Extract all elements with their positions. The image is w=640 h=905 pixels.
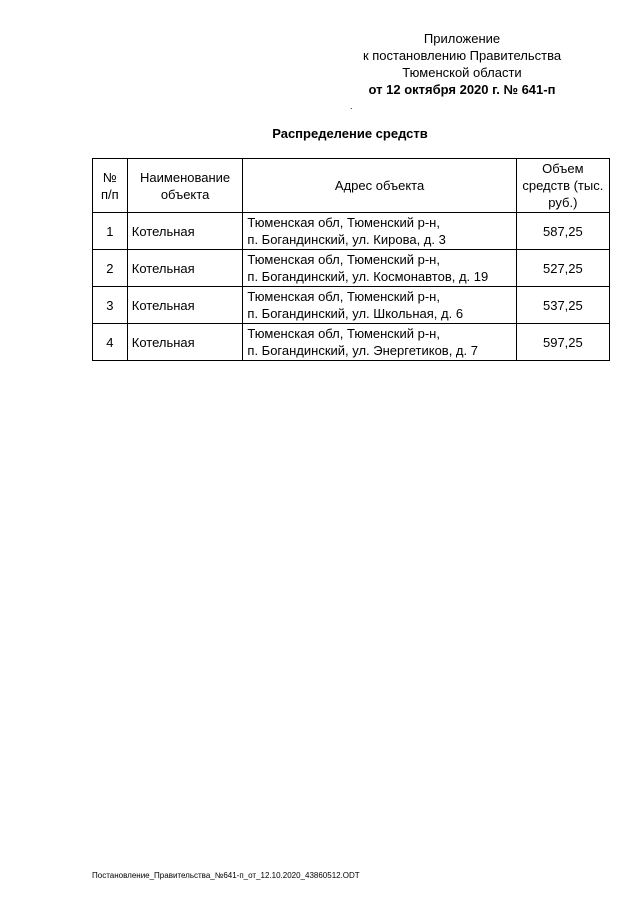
table-row [93,287,610,324]
row-name: Котельная [127,213,243,250]
header-amount: Объем средств (тыс. руб.) [516,159,609,213]
table-row [93,324,610,361]
distribution-table [92,158,610,361]
row-name: Котельная [127,250,243,287]
row-address [243,324,516,361]
stray-dot: . [350,101,353,111]
header-num: № п/п [93,159,128,213]
row-amount: 527,25 [516,250,609,287]
table-row [93,250,610,287]
row-amount: 597,25 [516,324,609,361]
row-name: Котельная [127,287,243,324]
row-amount: 587,25 [516,213,609,250]
appendix-date-number: от 12 октября 2020 г. № 641-п [368,82,556,97]
row-address-line1: Тюменская обл, Тюменский р-н, [247,252,440,267]
table-row [93,213,610,250]
appendix-label: Приложение [423,31,501,46]
row-num: 4 [93,324,128,361]
row-name: Котельная [127,324,243,361]
row-address-line2: п. Богандинский, ул. Кирова, д. 3 [247,232,446,247]
row-num: 2 [93,250,128,287]
header-address: Адрес объекта [243,159,516,213]
appendix-block [332,30,592,98]
row-address-line2: п. Богандинский, ул. Школьная, д. 6 [247,306,464,321]
row-amount: 537,25 [516,287,609,324]
row-num: 1 [93,213,128,250]
document-title: Распределение средств [272,126,428,141]
row-address-line2: п. Богандинский, ул. Космонавтов, д. 19 [247,269,489,284]
row-address-line1: Тюменская обл, Тюменский р-н, [247,326,440,341]
row-address [243,287,516,324]
row-address-line2: п. Богандинский, ул. Энергетиков, д. 7 [247,343,478,358]
row-address-line1: Тюменская обл, Тюменский р-н, [247,215,440,230]
table-header-row [93,159,610,213]
row-num: 3 [93,287,128,324]
header-name: Наименование объекта [127,159,243,213]
appendix-region: Тюменской области [402,65,522,80]
row-address-line1: Тюменская обл, Тюменский р-н, [247,289,440,304]
row-address [243,213,516,250]
appendix-resolution: к постановлению Правительства [362,48,562,63]
row-address [243,250,516,287]
footer-filename: Постановление_Правительства_№641-п_от_12.10.2020_43860512.ODT [92,871,360,880]
